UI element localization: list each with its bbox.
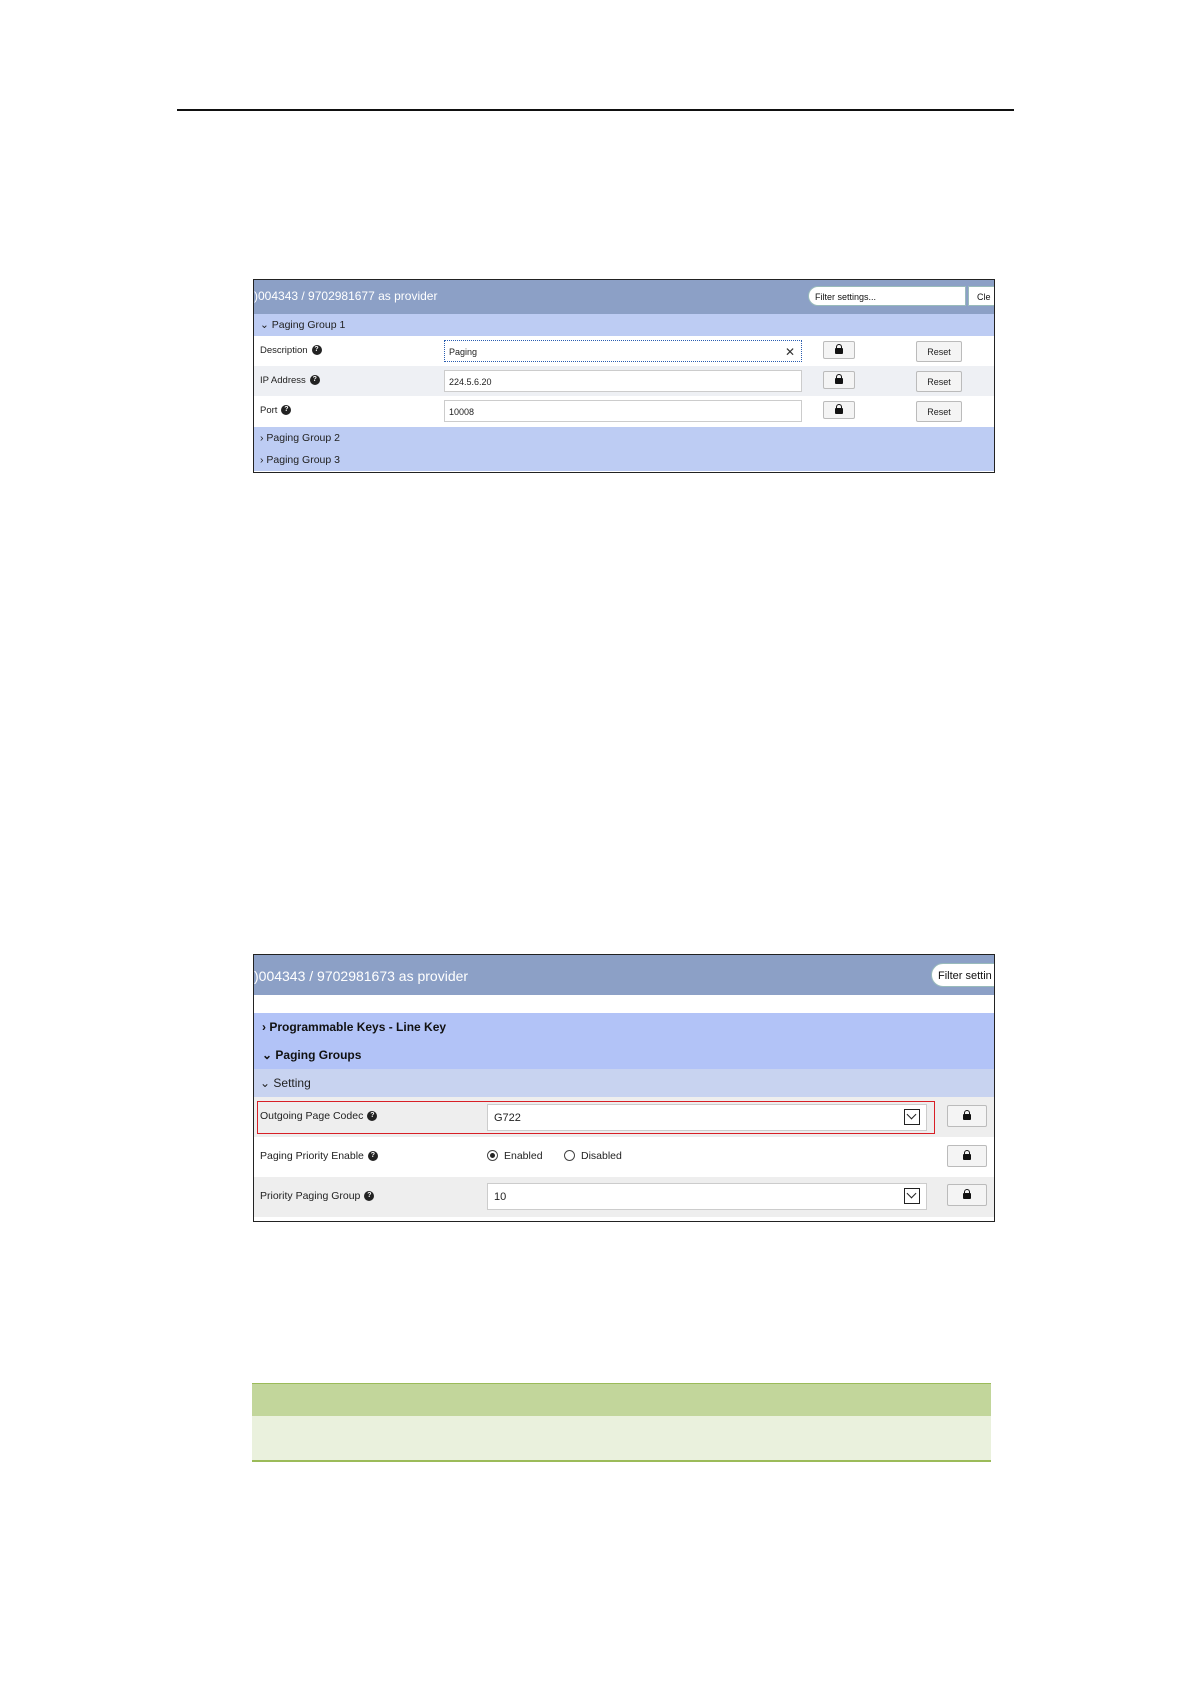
description-label: Description <box>260 345 308 356</box>
priority-paging-group-select[interactable] <box>487 1183 927 1210</box>
paging-group-1-toggle[interactable] <box>254 314 994 336</box>
line-key-group-toggle[interactable] <box>254 1013 994 1041</box>
paging-group-1-label: Paging Group 1 <box>271 319 346 331</box>
setting-label: Setting <box>273 1076 311 1090</box>
port-label: Port <box>260 405 278 416</box>
priority-paging-group-value: 10 <box>494 1191 507 1203</box>
paging-groups-label: Paging Groups <box>275 1048 362 1062</box>
clear-button[interactable]: Cle <box>968 286 995 306</box>
chevron-down-icon: ⌄ <box>260 1076 271 1090</box>
lock-icon <box>835 408 843 414</box>
enabled-radio[interactable] <box>487 1150 543 1162</box>
enabled-radio-label: Enabled <box>504 1150 543 1162</box>
paging-group-2-label: Paging Group 2 <box>266 432 340 444</box>
chevron-down-icon: ⌄ <box>262 1048 273 1062</box>
description-row <box>254 336 994 366</box>
lock-icon <box>835 348 843 354</box>
filter-settings-input[interactable]: Filter settings... <box>808 286 966 306</box>
provider-header <box>254 955 994 995</box>
priority-enable-lock-button[interactable] <box>947 1145 987 1167</box>
clear-x-icon[interactable]: ✕ <box>784 345 795 359</box>
paging-priority-enable-label: Paging Priority Enable <box>260 1150 364 1162</box>
paging-groups-screenshot <box>253 279 995 473</box>
help-icon[interactable]: ? <box>364 1191 374 1201</box>
note-table-header <box>252 1383 991 1417</box>
dropdown-caret-icon <box>904 1188 920 1204</box>
filter-settings-input[interactable]: Filter settin <box>931 963 995 987</box>
description-reset-button[interactable]: Reset <box>916 341 962 362</box>
paging-group-3-toggle[interactable] <box>254 449 994 471</box>
paging-group-3-label: Paging Group 3 <box>266 454 340 466</box>
priority-paging-group-label: Priority Paging Group <box>260 1190 361 1202</box>
paging-priority-enable-row <box>254 1137 994 1177</box>
radio-unselected-icon <box>564 1150 575 1161</box>
lock-icon <box>963 1193 971 1199</box>
help-icon[interactable]: ? <box>310 375 320 385</box>
port-reset-button[interactable]: Reset <box>916 401 962 422</box>
provider-title: )004343 / 9702981673 as provider <box>254 968 469 984</box>
radio-selected-icon <box>487 1150 498 1161</box>
outgoing-page-codec-select[interactable] <box>487 1104 927 1131</box>
priority-paging-group-row <box>254 1177 994 1217</box>
disabled-radio[interactable] <box>564 1150 622 1162</box>
ip-address-lock-button[interactable] <box>823 371 855 389</box>
outgoing-page-codec-value: G722 <box>494 1112 521 1124</box>
help-icon[interactable]: ? <box>367 1111 377 1121</box>
codec-lock-button[interactable] <box>947 1105 987 1127</box>
port-row <box>254 396 994 426</box>
paging-group-2-toggle[interactable] <box>254 427 994 449</box>
chevron-right-icon: › <box>260 432 264 444</box>
priority-group-lock-button[interactable] <box>947 1184 987 1206</box>
disabled-radio-label: Disabled <box>581 1150 622 1162</box>
setting-toggle[interactable] <box>254 1069 994 1097</box>
ip-address-input[interactable]: 224.5.6.20 <box>444 370 802 392</box>
lock-icon <box>835 378 843 384</box>
chevron-right-icon: › <box>260 454 264 466</box>
note-table-body <box>252 1416 991 1462</box>
provider-title: )004343 / 9702981677 as provider <box>254 289 438 303</box>
provider-header <box>254 280 994 314</box>
lock-icon <box>963 1154 971 1160</box>
description-lock-button[interactable] <box>823 341 855 359</box>
paging-groups-toggle[interactable] <box>254 1041 994 1069</box>
dropdown-caret-icon <box>904 1109 920 1125</box>
help-icon[interactable]: ? <box>312 345 322 355</box>
paging-settings-screenshot <box>253 954 995 1222</box>
help-icon[interactable]: ? <box>281 405 291 415</box>
outgoing-page-codec-row <box>254 1097 994 1137</box>
page-header-rule <box>177 109 1014 111</box>
chevron-right-icon: › <box>262 1020 266 1034</box>
port-input[interactable]: 10008 <box>444 400 802 422</box>
outgoing-page-codec-label: Outgoing Page Codec <box>260 1110 364 1122</box>
port-lock-button[interactable] <box>823 401 855 419</box>
line-key-group-label: Programmable Keys - Line Key <box>269 1020 447 1034</box>
description-value: Paging <box>449 347 478 357</box>
help-icon[interactable]: ? <box>368 1151 378 1161</box>
description-input[interactable] <box>444 340 802 362</box>
lock-icon <box>963 1114 971 1120</box>
ip-address-reset-button[interactable]: Reset <box>916 371 962 392</box>
note-table <box>252 1383 991 1461</box>
chevron-down-icon: ⌄ <box>260 319 269 331</box>
ip-address-label: IP Address <box>260 375 306 386</box>
ip-address-row <box>254 366 994 396</box>
